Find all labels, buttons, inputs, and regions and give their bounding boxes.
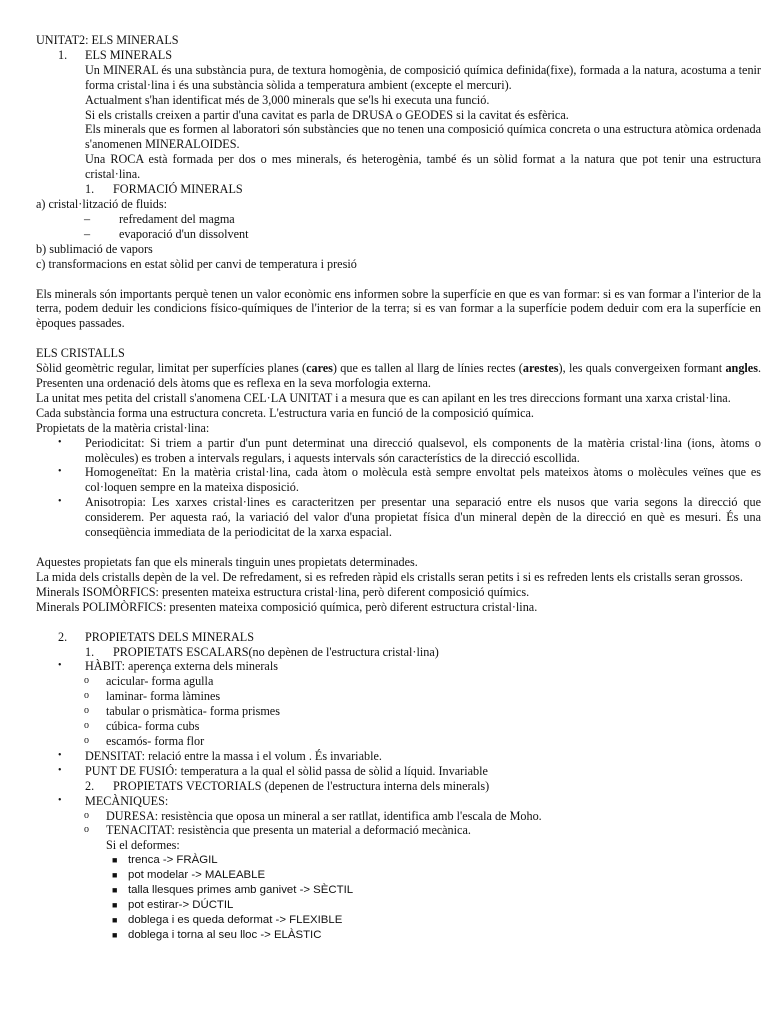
list-item: ■ pot modelar -> MALEABLE [112, 869, 266, 882]
importance-paragraph: Els minerals són importants perquè tenen un valor econòmic ens informen sobre la superfície en que es van formar: si es van formar a l'interior de la terra, podem deduir les condicions físico-químiques de l'interior de la terra; si es van formar a la superfície podem deduir com era la superfície en èpoques passades. [36, 286, 761, 331]
bullet-marker: • [58, 436, 62, 448]
subsection-number: 1. [85, 182, 95, 197]
dash-marker: – [84, 226, 91, 241]
list-item: – evaporació d'un dissolvent [84, 226, 249, 241]
list-item: o DURESA: resistència que oposa un mineral a ser ratllat, identifica amb l'escala de Moho. [84, 808, 542, 823]
bullet-marker: • [58, 749, 62, 761]
bullet-marker: • [58, 496, 62, 508]
list-item: o tabular o prismàtica- forma prismes [84, 704, 280, 719]
list-item: ■ doblega i torna al seu lloc -> ELÀSTIC [112, 928, 322, 941]
mineral-definition: Un MINERAL és una substància pura, de textura homogènia, de composició química definida(fixe), formada a la natura, acostuma a tenir forma cristal·lina i és una substància sòlida a temperatura ambient (excepte el mercuri). [85, 62, 761, 92]
dash-marker: – [84, 211, 91, 226]
list-item: • Homogeneïtat: En la matèria cristal·lina, cada àtom o molècula està sempre envoltat pels mateixos àtoms o molècules veïnes que es col·loquen sempre en la mateixa disposició. [58, 465, 761, 495]
estructura-concreta: Cada substància forma una estructura concreta. L'estructura varia en funció de la composició química. [36, 405, 534, 420]
square-marker: ■ [112, 870, 118, 881]
cella-unitat: La unitat mes petita del cristall s'anomena CEL·LA UNITAT i a mesura que es can apilant en les tres direccions formant una xarxa cristal·lina. [36, 390, 731, 405]
list-item: – refredament del magma [84, 211, 235, 226]
circle-marker: o [84, 720, 89, 732]
subsection-number: 1. [85, 644, 95, 659]
circle-marker: o [84, 734, 89, 746]
circle-marker: o [84, 675, 89, 687]
formacio-heading: 1. FORMACIÓ MINERALS [85, 182, 243, 197]
roca-definition: Una ROCA està formada per dos o mes minerals, és heterogènia, també és un sòlid format a la natura que pot tenir una estructura cristal·lina. [85, 152, 761, 182]
mineral-count: Actualment s'han identificat més de 3,000 minerals que se'ls hi executa una funció. [85, 92, 490, 107]
term-angles: angles [725, 361, 758, 376]
circle-marker: o [84, 690, 89, 702]
list-item: • HÀBIT: aperença externa dels minerals [58, 659, 278, 674]
square-marker: ■ [112, 885, 118, 896]
list-item: ■ trenca -> FRÀGIL [112, 854, 218, 867]
list-item: • Anisotropia: Les xarxes cristal·lines es caracteritzen per presentar una separació entre els nusos que varia segons la direcció que considerem. Per aquesta raó, la variació del valor d'una propietat física d'un mineral depèn de la direcció en què es mesuri. És una conseqüència immediata de la periodicitat de la xarxa espacial. [58, 495, 761, 540]
section-number: 2. [58, 629, 68, 644]
deformes-label: Si el deformes: [106, 838, 180, 853]
bullet-marker: • [58, 764, 62, 776]
mineraloides: Els minerals que es formen al laboratori són substàncies que no tenen una composició química concreta o una estructura atòmica ordenada s'anomenen MINERALOIDES. [85, 122, 761, 152]
list-item: o cúbica- forma cubs [84, 719, 200, 734]
escalars-heading: 1. PROPIETATS ESCALARS(no depènen de l'estructura cristal·lina) [85, 644, 439, 659]
list-item: ■ talla llesques primes amb ganivet -> SÈCTIL [112, 884, 354, 897]
term-arestes: arestes [522, 361, 559, 376]
polimorfics: Minerals POLIMÒRFICS: presenten mateixa composició química, però diferent estructura cristal·lina. [36, 599, 538, 614]
list-item: • MECÀNIQUES: [58, 793, 169, 808]
circle-marker: o [84, 705, 89, 717]
formacio-a: a) cristal·lització de fluids: [36, 196, 167, 211]
document-page [36, 33, 761, 943]
bullet-marker: • [58, 466, 62, 478]
section-1-heading: 1. ELS MINERALS [58, 47, 173, 62]
list-item: ■ doblega i es queda deformat -> FLEXIBLE [112, 913, 343, 926]
section-number: 1. [58, 47, 68, 62]
bullet-marker: • [58, 794, 62, 806]
list-item: • PUNT DE FUSIÓ: temperatura a la qual el sòlid passa de sòlid a líquid. Invariable [58, 763, 488, 778]
section-2-heading: 2. PROPIETATS DELS MINERALS [58, 629, 254, 644]
list-item: ■ pot estirar-> DÚCTIL [112, 898, 234, 911]
square-marker: ■ [112, 929, 118, 940]
propietats-determinades: Aquestes propietats fan que els minerals tinguin unes propietats determinades. [36, 555, 418, 569]
square-marker: ■ [112, 914, 118, 925]
isomorfics: Minerals ISOMÒRFICS: presenten mateixa estructura cristal·lina, però diferent composició químics. [36, 584, 530, 599]
document-title: UNITAT2: ELS MINERALS [36, 33, 179, 47]
list-item: o TENACITAT: resistència que presenta un material a deformació mecànica. [84, 823, 471, 838]
list-item: o acicular- forma agulla [84, 674, 214, 689]
square-marker: ■ [112, 899, 118, 910]
term-cares: cares [306, 361, 333, 376]
subsection-number: 2. [85, 778, 95, 793]
bullet-marker: • [58, 660, 62, 672]
formacio-c: c) transformacions en estat sòlid per canvi de temperatura i presió [36, 256, 357, 271]
list-item: o laminar- forma làmines [84, 689, 221, 704]
circle-marker: o [84, 824, 89, 836]
square-marker: ■ [112, 855, 118, 866]
formacio-b: b) sublimació de vapors [36, 241, 153, 256]
mida-cristalls: La mida dels cristalls depèn de la vel. De refredament, si es refreden ràpid els cristalls seran petits i si es refreden lents els cristalls seran grossos. [36, 569, 743, 584]
circle-marker: o [84, 809, 89, 821]
cristalls-heading: ELS CRISTALLS [36, 346, 125, 361]
cristalls-definition: Sòlid geomètric regular, limitat per superfícies planes (cares) que es tallen al llarg de línies rectes (arestes), les quals convergeixen formant angles. Presenten una ordenació dels àtoms que es reflexa en la seva morfologia externa. [36, 361, 762, 391]
propietats-intro: Propietats de la matèria cristal·lina: [36, 420, 210, 435]
list-item: • Periodicitat: Si triem a partir d'un punt determinat una direcció qualsevol, els components de la matèria cristal·lina (ions, àtoms o molècules) es troben a intervals regulars, i aquests intervals són característics de la direcció escollida. [58, 435, 761, 465]
vectorials-heading: 2. PROPIETATS VECTORIALS (depenen de l'estructura interna dels minerals) [85, 778, 490, 793]
list-item: • DENSITAT: relació entre la massa i el volum . És invariable. [58, 748, 382, 763]
drusa-geodes: Si els cristalls creixen a partir d'una cavitat es parla de DRUSA o GEODES si la cavitat és esfèrica. [85, 107, 569, 122]
list-item: o escamós- forma flor [84, 733, 205, 748]
